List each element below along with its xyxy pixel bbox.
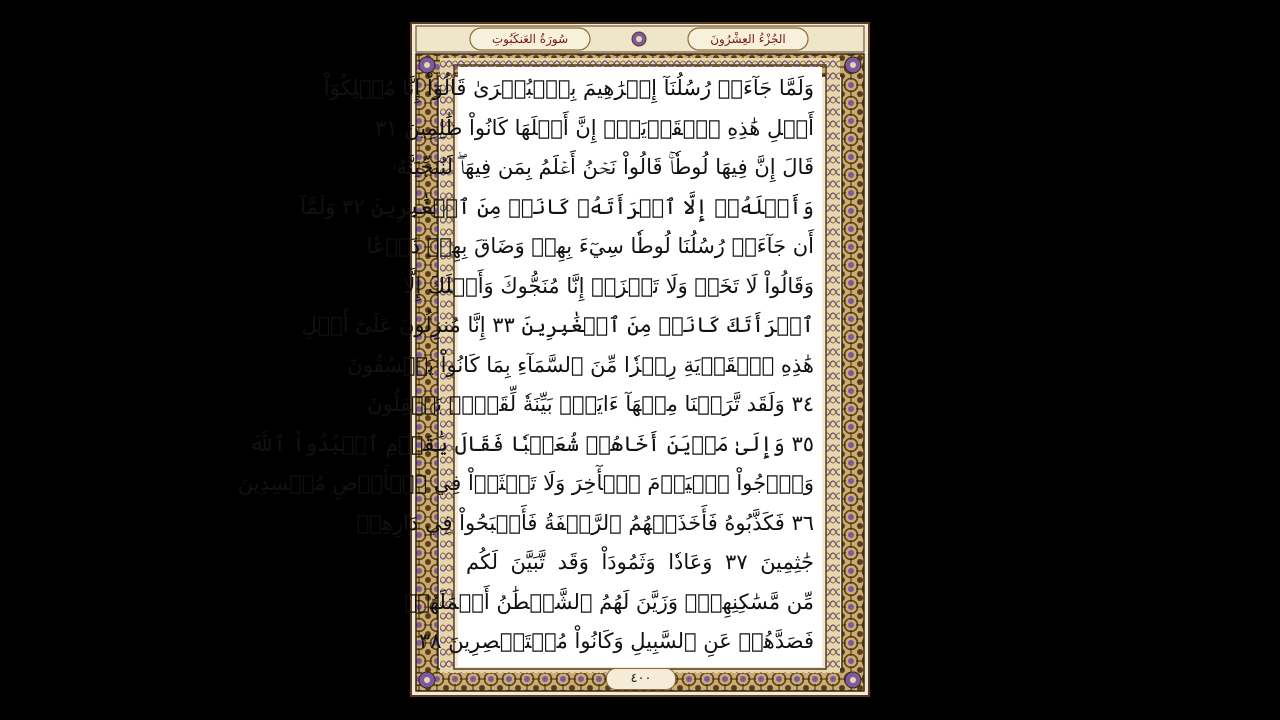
verse-line: قَالَ إِنَّ فِيهَا لُوطٗاۚ قَالُواْ نَحۡنُ أَعۡلَمُ بِمَن فِيهَاۖ لَنُنَجِّيَنَّهُۥ bbox=[391, 155, 814, 179]
mushaf-page bbox=[237, 22, 870, 697]
verse-line: وَٱرۡجُواْ ٱلۡيَوۡمَ ٱلۡأٓخِرَ وَلَا تَعۡثَوۡاْ فِي ٱلۡأَرۡضِ مُفۡسِدِينَ bbox=[237, 471, 814, 495]
verse-line: ٣٤ وَلَقَد تَّرَكۡنَا مِنۡهَآ ءَايَةَۢ بَيِّنَةٗ لِّقَوۡمٖ يَعۡقِلُونَ bbox=[367, 392, 814, 416]
verse-line: ٱمۡرَأَتَكَ كَانَتۡ مِنَ ٱلۡغَٰبِرِينَ ٣٣ إِنَّا مُنزِلُونَ عَلَىٰٓ أَهۡلِ bbox=[301, 313, 814, 337]
verse-line: وَلَمَّا جَآءَتۡ رُسُلُنَآ إِبۡرَٰهِيمَ بِٱلۡبُشۡرَىٰ قَالُوٓاْ إِنَّا مُهۡلِكُوٓاْ bbox=[323, 76, 814, 100]
text-panel bbox=[237, 67, 822, 667]
verse-line: أَهۡلِ هَٰذِهِ ٱلۡقَرۡيَةِۖ إِنَّ أَهۡلَهَا كَانُواْ ظَٰلِمِينَ ٣١ bbox=[375, 115, 814, 140]
verse-line: ٣٦ فَكَذَّبُوهُ فَأَخَذَتۡهُمُ ٱلرَّجۡفَةُ فَأَصۡبَحُواْ فِي دَارِهِمۡ bbox=[356, 510, 814, 535]
verse-line: أَن جَآءَتۡ رُسُلُنَا لُوطٗا سِيٓءَ بِهِمۡ وَضَاقَ بِهِمۡ ذَرۡعٗا bbox=[366, 234, 814, 258]
verse-line: مِّن مَّسَٰكِنِهِمۡۖ وَزَيَّنَ لَهُمُ ٱلشَّيۡطَٰنُ أَعۡمَٰلَهُمۡ bbox=[404, 589, 814, 614]
juz-label: الجُزْءُ العِشْرُونَ bbox=[710, 32, 786, 46]
verse-line: جَٰثِمِينَ ٣٧ وَعَادٗا وَثَمُودَاْ وَقَد تَّبَيَّنَ لَكُم bbox=[466, 550, 814, 574]
verse-line: وَقَالُواْ لَا تَخَفۡ وَلَا تَحۡزَنۡ إِنَّا مُنَجُّوكَ وَأَهۡلَكَ إِلَّا bbox=[403, 273, 814, 298]
verse-line: فَصَدَّهُمۡ عَنِ ٱلسَّبِيلِ وَكَانُواْ مُسۡتَبۡصِرِينَ ٣٨ bbox=[418, 629, 814, 653]
verse-line: وَأَهۡلَهُۥٓ إِلَّا ٱمۡرَأَتَهُۥ كَانَتۡ مِنَ ٱلۡغَٰبِرِينَ ٣٢ وَلَمَّآ bbox=[300, 194, 814, 219]
page-number-badge: ٤٠٠ bbox=[606, 668, 676, 690]
verse-line: هَٰذِهِ ٱلۡقَرۡيَةِ رِجۡزٗا مِّنَ ٱلسَّمَآءِ بِمَا كَانُواْ يَفۡسُقُونَ bbox=[347, 352, 814, 377]
surah-name-label: سُورَةُ العَنكَبُوتِ bbox=[491, 32, 569, 46]
verse-line: ٣٥ وَإِلَىٰ مَدۡيَنَ أَخَاهُمۡ شُعَيۡبٗا فَقَالَ يَٰقَوۡمِ ٱعۡبُدُواْ ٱللَّهَ bbox=[248, 431, 814, 456]
